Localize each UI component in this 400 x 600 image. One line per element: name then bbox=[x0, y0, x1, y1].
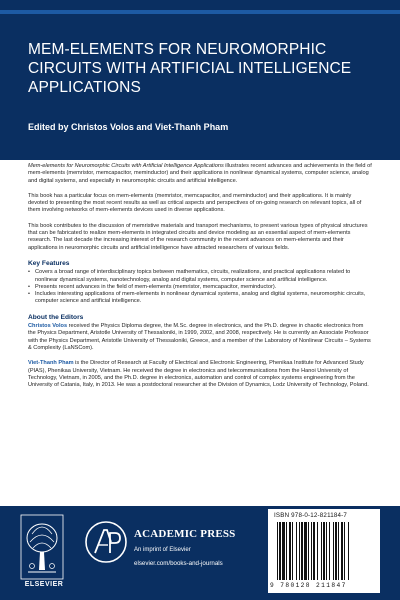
accent-stripe bbox=[0, 10, 400, 14]
isbn-label: ISBN 978-0-12-821184-7 bbox=[274, 512, 348, 519]
intro-paragraph bbox=[28, 163, 372, 185]
editor-bio-volos bbox=[28, 323, 372, 352]
editors-line: Edited by Christos Volos and Viet-Thanh Pham bbox=[28, 122, 229, 132]
intro-text: illustrates recent advances and achievements in the field of mem-elements (memristor, memcapacitor, meminductor) and their applications in nonlinear dynamical systems, computer science, analog and digital systems, and especially in neuromorphic circuits and artificial intelligence. bbox=[28, 163, 372, 184]
editor-name: Christos Volos bbox=[28, 323, 68, 330]
focus-paragraph: This book has a particular focus on mem-elements (memristor, memcapacitor, and meminductor) and their applications. It is mainly devoted to presenting the most recent results as well as critical aspects and perspectives of on-going research on relevant topics, all of them involving networks of mem-elements devices used in diverse applications. bbox=[28, 192, 362, 214]
publisher-name: ACADEMIC PRESS bbox=[134, 528, 236, 540]
academic-press-logo-icon bbox=[84, 520, 128, 564]
imprint-line: An imprint of Elsevier bbox=[134, 547, 191, 553]
editor-bio-text: is the Director of Research at Faculty of Electrical and Electronic Engineering, Phenikaa Institute for Advanced Study (PIAS), Phenikaa University, Vietnam. He received the degree in electronics and telecommunications from the Hanoi University of Technology, Vietnam, in 2005, and the Ph.D. degree in electronics, automation and control of complex systems engineering from the University of Catania, Italy, in 2013. He was a postdoctoral researcher at the Division of Dynamics, Lodz University of Technology, Poland. bbox=[28, 360, 369, 389]
feature-item: • Covers a broad range of interdisciplinary topics between mathematics, circuits, realizations, and practical applications related to nonlinear dynamical systems, nanotechnology, analog and digital systems, computer science and artificial intelligence. bbox=[28, 269, 372, 284]
publisher-url: elsevier.com/books-and-journals bbox=[134, 560, 223, 567]
key-features-heading: Key Features bbox=[28, 259, 70, 267]
book-title: MEM-ELEMENTS FOR NEUROMORPHIC CIRCUITS WITH ARTIFICIAL INTELLIGENCE APPLICATIONS bbox=[28, 41, 352, 96]
feature-item: • Includes interesting applications of mem-elements in nonlinear dynamical systems, analog and digital systems, neuromorphic circuits, computer science and artificial intelligence. bbox=[28, 291, 372, 306]
editor-name: Viet-Thanh Pham bbox=[28, 360, 74, 367]
intro-book-title: Mem-elements for Neuromorphic Circuits with Artificial Intelligence Applications bbox=[28, 163, 224, 169]
key-features-list bbox=[28, 269, 372, 305]
feature-item: • Presents recent advances in the field of mem-elements (memristor, memcapacitor, meminductor). bbox=[28, 284, 372, 291]
barcode-number: 9 780128 211847 bbox=[270, 582, 347, 589]
editor-bio-pham bbox=[28, 360, 372, 389]
about-editors-heading: About the Editors bbox=[28, 313, 84, 321]
barcode-panel bbox=[268, 509, 380, 593]
elsevier-label: ELSEVIER bbox=[24, 581, 64, 588]
elsevier-tree-logo-icon bbox=[20, 514, 64, 580]
editor-bio-text: received the Physics Diploma degree, the M.Sc. degree in electronics, and the Ph.D. degree in chaotic electronics from the Physics Department, Aristotle University of Thessaloniki, in 1999, 2002, and 2008, respectively. He is currently an Associate Professor with the Physics Department, Aristotle University of Thessaloniki, Greece, and a member of the Laboratory of Nonlinear Circuits – Systems & Complexity (LaNSCom). bbox=[28, 323, 371, 351]
isbn-barcode-icon bbox=[276, 522, 372, 582]
description-body bbox=[28, 163, 372, 397]
contribution-paragraph: This book contributes to the discussion of memristive materials and transport mechanisms, to present various types of physical structures that can be fabricated to realize mem-elements in integrated circuits and device modeling as an essential aspect of mem-elements research. The last decade the increasing interest of the research community in the recent advances on mem-elements and their applications in neuromorphic circuits and artificial intelligence have attracted researchers of various fields. bbox=[28, 222, 368, 251]
